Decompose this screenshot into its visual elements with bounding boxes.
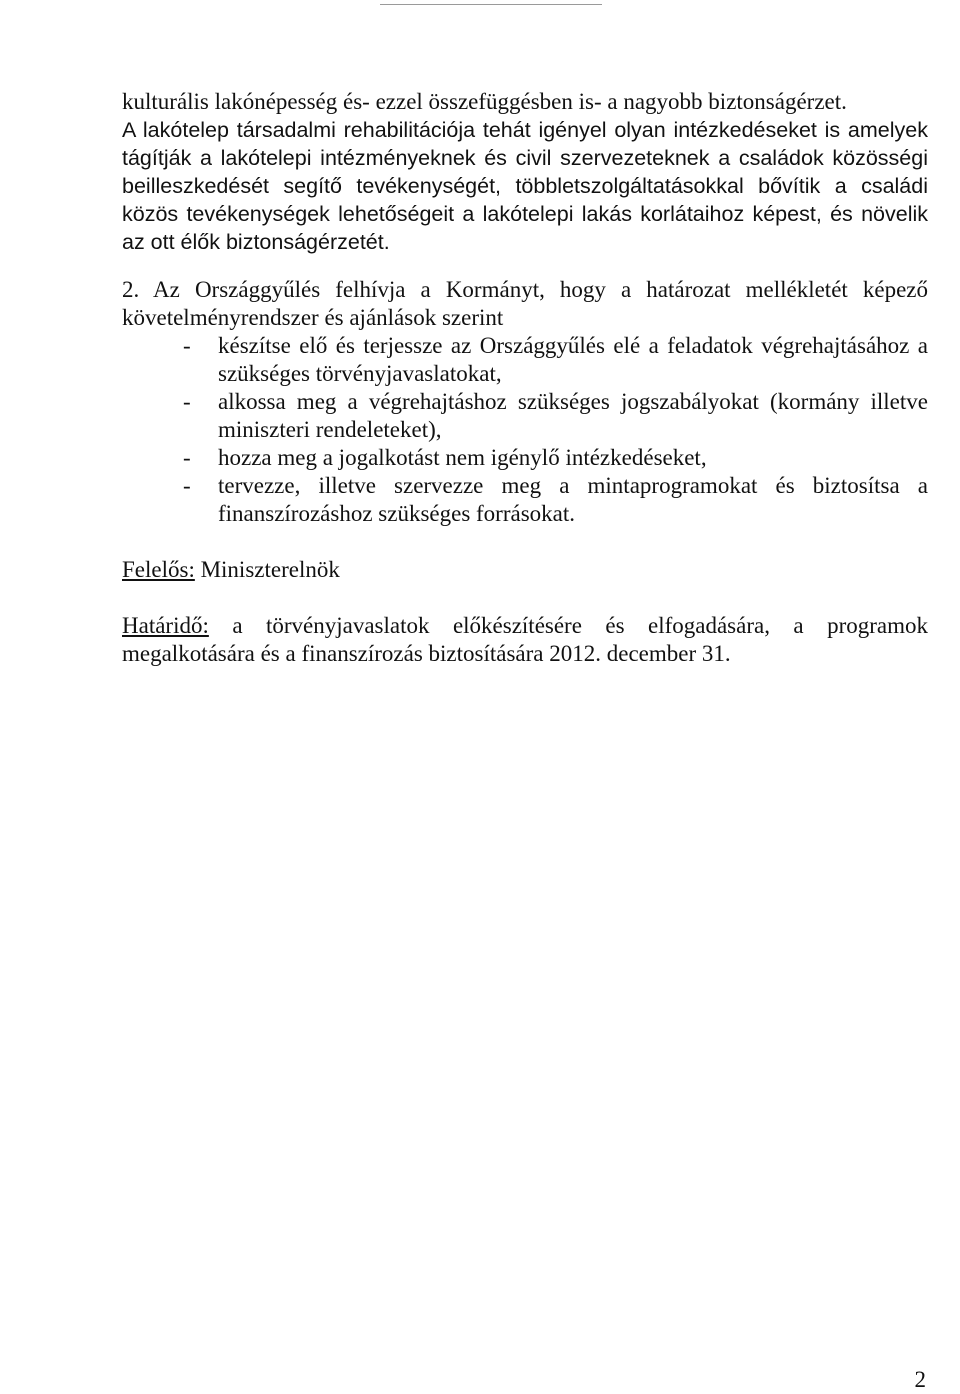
list-item-text: tervezze, illetve szervezze meg a mintaprogramokat és biztosítsa a finanszírozáshoz szükséges forrásokat. [218, 473, 928, 526]
responsible-label: Felelős: [122, 557, 195, 582]
paragraph-1-first-line: kulturális lakónépesség és- ezzel összefüggésben is- a nagyobb biztonságérzet. [122, 89, 847, 114]
list-item-text: készítse elő és terjessze az Országgyűlés elé a feladatok végrehajtásához a szükséges törvényjavaslatokat, [218, 333, 928, 386]
task-list [122, 332, 928, 528]
responsible-value: Miniszterelnök [194, 557, 340, 582]
list-item [122, 332, 928, 388]
list-item [122, 388, 928, 444]
paragraph-1-body: A lakótelep társadalmi rehabilitációja tehát igényel olyan intézkedéseket is amelyek tágítják a lakótelepi intézményeknek és civil szervezeteknek a családok közösségi beilleszkedését segítő tevékenységét, többletszolgáltatásokkal bővítik a családi közös tevékenységek lehetőségeit a lakótelepi lakás korlátaihoz képest, és növelik az ott élők biztonságérzetét. [122, 118, 928, 254]
deadline-label: Határidő: [122, 613, 209, 638]
document-page [122, 88, 928, 668]
list-dash: - [183, 445, 191, 470]
list-item [122, 444, 928, 472]
list-item-text: hozza meg a jogalkotást nem igénylő intézkedéseket, [218, 445, 707, 470]
paragraph-continuation [122, 88, 928, 256]
list-dash: - [183, 389, 191, 414]
list-item [122, 472, 928, 528]
deadline-line [122, 612, 928, 668]
list-dash: - [183, 333, 191, 358]
responsible-line [122, 556, 928, 584]
page-number: 2 [914, 1367, 926, 1392]
list-item-text: alkossa meg a végrehajtáshoz szükséges jogszabályokat (kormány illetve miniszteri rendeleteket), [218, 389, 928, 442]
deadline-value: a törvényjavaslatok előkészítésére és elfogadására, a programok megalkotására és a finanszírozás biztosítására 2012. december 31. [122, 613, 928, 666]
list-dash: - [183, 473, 191, 498]
paragraph-2: 2. Az Országgyűlés felhívja a Kormányt, hogy a határozat mellékletét képező követelményrendszer és ajánlások szerint [122, 277, 928, 330]
scan-top-edge-line [380, 4, 602, 5]
